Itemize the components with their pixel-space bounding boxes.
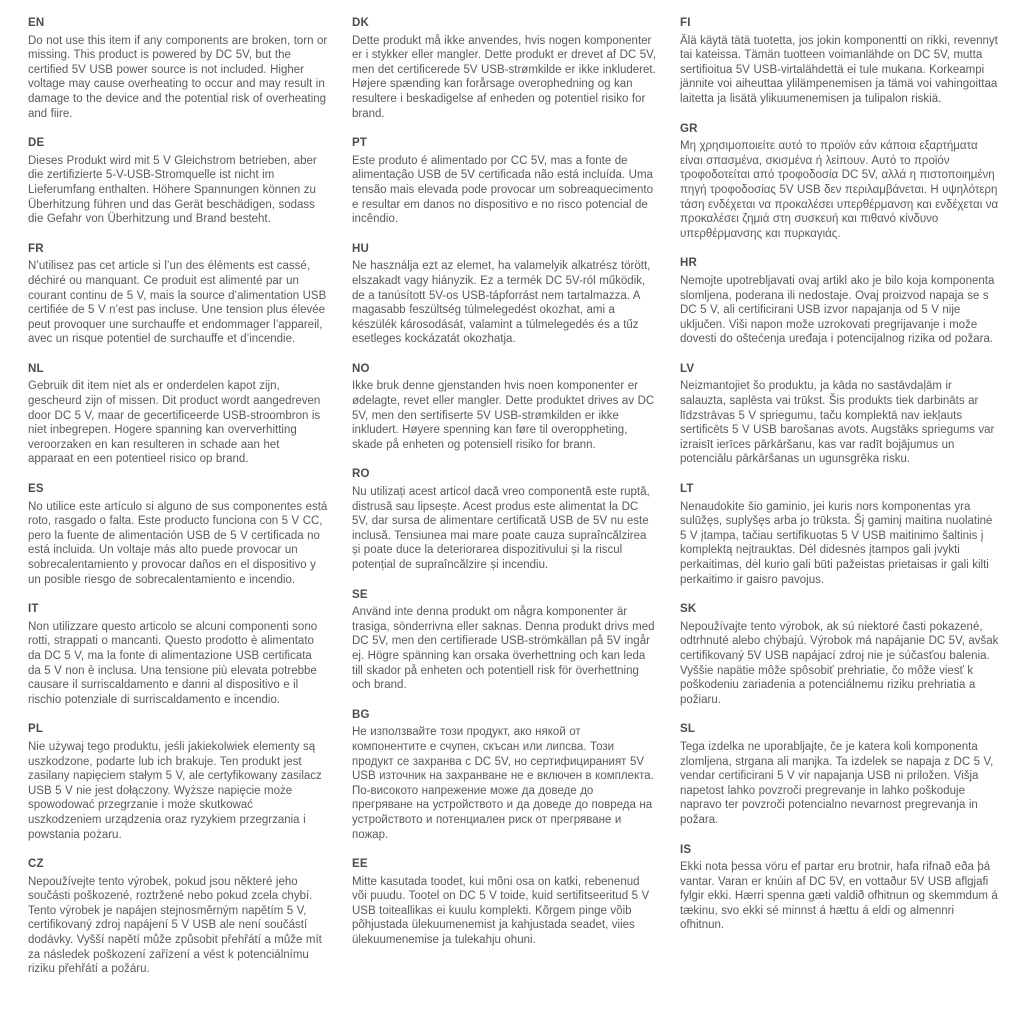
section-hr <box>680 256 1000 347</box>
text-columns <box>28 16 1000 992</box>
section-nl <box>28 362 328 467</box>
language-text: Do not use this item if any components are broken, torn or missing. This product is powered by DC 5V, but the certified 5V USB power source is not included. Higher voltage may cause overheating to occur and may result in damage to the device and the potential risk of overheating and fiire. <box>28 34 328 120</box>
section-pl <box>28 722 328 842</box>
language-text: Nepoužívejte tento výrobek, pokud jsou některé jeho součásti poškozené, roztržené nebo pokud zcela chybí. Tento výrobek je napájen stejnosměrným napětím 5 V, certifikovaný zdroj napájení 5 V USB ale není součástí dodávky. Vyšší napětí může způsobit přehřátí a může mít za následek poškození zařízení a vést k potenciálnímu riziku přehřátí a požáru. <box>28 875 322 976</box>
language-text: Tega izdelka ne uporabljajte, če je katera koli komponenta zlomljena, strgana ali manjka. Ta izdelek se napaja z DC 5 V, vendar certificirani 5 V vir napajanja USB ni priložen. Višja napetost lahko povzroči pregrevanje in lahko poškoduje napravo ter povzroči potencialno nevarnost pregrevanja in požara. <box>680 740 994 826</box>
section-cz <box>28 857 328 977</box>
language-code: SK <box>680 603 697 616</box>
language-text: Nemojte upotrebljavati ovaj artikl ako je bilo koja komponenta slomljena, poderana ili nedostaje. Ovaj proizvod napaja se s DC 5 V, ali certificirani USB izvor napajanja od 5 V nije uključen. Viši napon može uzrokovati pregrijavanje i može dovesti do oštećenja uređaja i potencijalnog rizika od požara. <box>680 274 995 346</box>
language-text: Ne használja ezt az elemet, ha valamelyik alkatrész törött, elszakadt vagy hiányzik. Ez a termék DC 5V-ról működik, de a tanúsított 5V-os USB-tápforrást nem tartalmazza. A magasabb feszültség túlmelegedést okozhat, ami a készülék károsodását, valamint a túlmelegedés és a tűz esetleges kockázatát okozhatja. <box>352 260 651 346</box>
section-pt <box>352 136 656 227</box>
section-fi <box>680 16 1000 107</box>
language-code: SE <box>352 588 368 601</box>
language-code: HR <box>680 257 698 270</box>
language-text: Este produto é alimentado por CC 5V, mas a fonte de alimentação USB de 5V certificada não está incluída. Uma tensão mais elevada pode provocar um sobreaquecimento e resultar em danos no dispositivo e no risco potencial de incêndio. <box>352 154 653 226</box>
section-ro <box>352 467 656 572</box>
language-text: Nepoužívajte tento výrobok, ak sú niektoré časti pokazené, odtrhnuté alebo chýbajú. Výrobok má napájanie DC 5V, avšak certifikovaný 5V USB napájací zdroj nie je súčasťou balenia. Vyššie napätie môže spôsobiť prehriatie, čo môže viesť k poškodeniu zariadenia a potenciálnemu riziku prehriatia a požiaru. <box>680 620 999 706</box>
language-code: CZ <box>28 858 44 871</box>
language-code: HU <box>352 242 370 255</box>
section-lv <box>680 362 1000 467</box>
language-text: N’utilisez pas cet article si l’un des éléments est cassé, déchiré ou manquant. Ce produit est alimenté par un courant continu de 5 V, mais la source d’alimentation USB certifiée de 5 V n’est pas incluse. Une tension plus élevée peut provoquer une surchauffe et endommager l’appareil, avec un risque potentiel de surchauffe et d’incendie. <box>28 260 327 346</box>
language-code: ES <box>28 483 44 496</box>
section-es <box>28 482 328 587</box>
section-hu <box>352 242 656 347</box>
column-2 <box>352 16 656 963</box>
language-code: EN <box>28 17 45 29</box>
section-bg <box>352 708 656 842</box>
language-text: Dette produkt må ikke anvendes, hvis nogen komponenter er i stykker eller mangler. Dette produkt er drevet af DC 5V, men det certificerede 5V USB-strømkilde er ikke inkluderet. Højere spænding kan forårsage overophedning og kan resultere i beskadigelse af enheden og potentiel risiko for brand. <box>352 34 656 120</box>
language-text: Μη χρησιμοποιείτε αυτό το προϊόν εάν κάποια εξαρτήματα είναι σπασμένα, σκισμένα ή λείπουν. Αυτό το προϊόν τροφοδοτείται από τροφοδοσία DC 5V, αλλά η πιστοποιημένη πηγή τροφοδοσίας 5V USB δεν περιλαμβάνεται. Η υψηλότερη τάση ενδέχεται να προκαλέσει υπερθέρμανση και ενδέχεται να προκαλέσει ζημιά στη συσκευή και πιθανό κίνδυνο υπερθέρμανσης και πυρκαγιάς. <box>680 140 999 240</box>
language-text: Ekki nota þessa vöru ef partar eru brotnir, hafa rifnað eða þá vantar. Varan er knúin af DC 5V, en vottaður 5V USB aflgjafi fylgir ekki. Hærri spenna gæti valdið ofhitnun og skemmdum á tækinu, svo ekki sé minnst á hættu á eldi og almennri ofhitnun. <box>680 861 998 932</box>
language-text: Nenaudokite šio gaminio, jei kuris nors komponentas yra sulūžęs, suplyšęs arba jo trūksta. Šį gaminį maitina nuolatinė 5 V įtampa, tačiau sertifikuotas 5 V USB maitinimo šaltinis į komplektą neįtrauktas. Dėl didesnės įtampos gali įvykti perkaitimas, dėl kurio gali būti pažeistas prietaisas ir gali kilti perkaitimo ir gaisro pavojus. <box>680 500 993 586</box>
language-text: No utilice este artículo si alguno de sus componentes está roto, rasgado o falta. Este producto funciona con 5 V CC, pero la fuente de alimentación USB de 5 V certificada no está incluida. Un voltaje más alto puede provocar un sobrecalentamiento y provocar daños en el dispositivo y un posible riesgo de sobrecalentamiento e incendio. <box>28 500 328 586</box>
language-text: Använd inte denna produkt om några komponenter är trasiga, sönderrivna eller saknas. Denna produkt drivs med DC 5V, men den certifierade USB-strömkällan på 5V ingår ej. Högre spänning kan orsaka överhettning och kan leda till skador på enheten och potentiell risk för överhettning och brand. <box>352 606 655 692</box>
language-code: PT <box>352 137 368 150</box>
language-text: Non utilizzare questo articolo se alcuni componenti sono rotti, strappati o mancanti. Questo prodotto è alimentato da DC 5 V, ma la fonte di alimentazione USB certificata da 5 V non è inclusa. Una tensione più elevata potrebbe causare il surriscaldamento e danni al dispositivo e il rischio potenziale di surriscaldamento e incendio. <box>28 620 318 706</box>
section-se <box>352 588 656 693</box>
language-code: FR <box>28 242 44 255</box>
column-1 <box>28 16 328 992</box>
language-text: Ikke bruk denne gjenstanden hvis noen komponenter er ødelagte, revet eller mangler. Dette produktet drives av DC 5V, men den sertifiserte 5V USB-strømkilden er ikke inkludert. Høyere spenning kan føre til overoppheting, skade på enheten og potensiell risiko for brann. <box>352 380 655 451</box>
language-text: Neizmantojiet šo produktu, ja kāda no sastāvdaļām ir salauzta, saplēsta vai trūkst. Šis produkts tiek darbināts ar līdzstrāvas 5 V spriegumu, taču komplektā nav iekļauts sertificēts 5 V USB barošanas avots. Augstāks spriegums var izraisīt ierīces pārkāršanu, kas var radīt bojājumus un potenciālu pārkāršanas un ugunsgrēka risku. <box>680 380 995 466</box>
language-text: Nie używaj tego produktu, jeśli jakiekolwiek elementy są uszkodzone, podarte lub ich brakuje. Ten produkt jest zasilany napięciem stałym 5 V, ale certyfikowany zasilacz USB 5 V nie jest dołączony. Wyższe napięcie może spowodować przegrzanie i może skutkować uszkodzeniem urządzenia oraz ryzykiem przegrzania i powstania pożaru. <box>28 740 322 841</box>
language-code: EE <box>352 858 368 871</box>
language-text: Не използвайте този продукт, ако някой от компонентите е счупен, скъсан или липсва. Този продукт се захранва с DC 5V, но сертифицираният 5V USB източник на захранване не е включен в комплекта. По-високото напрежение може да доведе до прегряване на устройството и да доведе до повреда на устройството и потенциален риск от прегряване и пожар. <box>352 726 654 841</box>
language-code: NL <box>28 362 44 375</box>
section-lt <box>680 482 1000 587</box>
language-code: BG <box>352 708 370 721</box>
section-fr <box>28 242 328 347</box>
language-code: IT <box>28 603 39 616</box>
language-code: LV <box>680 362 695 375</box>
language-text: Dieses Produkt wird mit 5 V Gleichstrom betrieben, aber die zertifizierte 5-V-USB-Stromquelle ist nicht im Lieferumfang enthalten. Höhere Spannungen können zu Überhitzung führen und das Gerät beschädigen, sodass die Gefahr von Überhitzung und Brand besteht. <box>28 154 317 226</box>
language-text: Älä käytä tätä tuotetta, jos jokin komponentti on rikki, revennyt tai kateissa. Tämän tuotteen voimanlähde on DC 5V, mutta sertifioitua 5V USB-virtalähdettä ei tule mukana. Korkeampi jännite voi aiheuttaa ylilämpenemisen ja tämä voi vahingoittaa laitetta ja lisätä ylikuumenemisen ja tulipalon riskiä. <box>680 34 998 105</box>
section-de <box>28 136 328 227</box>
language-code: GR <box>680 122 698 135</box>
language-code: LT <box>680 483 694 496</box>
section-en <box>28 16 328 121</box>
section-ee <box>352 857 656 948</box>
language-code: NO <box>352 362 370 375</box>
section-no <box>352 362 656 453</box>
language-text: Mitte kasutada toodet, kui mõni osa on katki, rebenenud või puudu. Tootel on DC 5 V toide, kuid sertifitseeritud 5 V USB toiteallikas ei kuulu komplekti. Kõrgem pinge võib põhjustada ülekuumenemist ja kahjustada seadet, viies ülekuumenemise ja tulekahju ohuni. <box>352 875 650 947</box>
language-code: PL <box>28 723 44 736</box>
section-is <box>680 843 1000 934</box>
column-3 <box>680 16 1000 948</box>
language-code: DK <box>352 17 370 29</box>
language-text: Nu utilizați acest articol dacă vreo componentă este ruptă, distrusă sau lipsește. Acest produs este alimentat la DC 5V, dar sursa de alimentare certificată USB de 5V nu este inclusă. Tensiunea mai mare poate cauza supraîncălzirea și poate duce la deteriorarea dispozitivului și la riscul potențial de supraîncălzire și incendiu. <box>352 486 650 571</box>
section-dk <box>352 16 656 121</box>
section-sk <box>680 602 1000 707</box>
language-code: IS <box>680 843 692 856</box>
language-code: DE <box>28 137 45 150</box>
language-text: Gebruik dit item niet als er onderdelen kapot zijn, gescheurd zijn of missen. Dit product wordt aangedreven door DC 5 V, maar de gecertificeerde USB-stroombron is niet inbegrepen. Hogere spanning kan oververhitting veroorzaken en kan resulteren in schade aan het apparaat en een potentieel risico op brand. <box>28 380 321 466</box>
section-it <box>28 602 328 707</box>
section-sl <box>680 722 1000 827</box>
language-code: SL <box>680 723 696 736</box>
section-gr <box>680 122 1000 242</box>
language-code: FI <box>680 17 691 29</box>
language-code: RO <box>352 468 370 481</box>
